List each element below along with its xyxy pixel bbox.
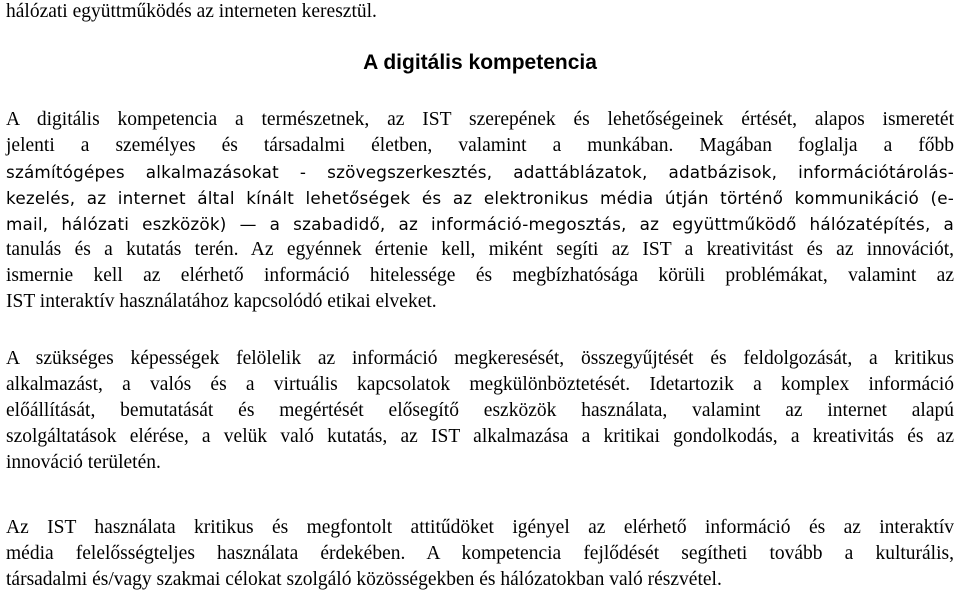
paragraph-line: IST interaktív használatához kapcsolódó etikai elveket.	[6, 291, 437, 312]
paragraph-line: tanulás és a kutatás terén. Az egyénnek értenie kell, miként segíti az IST a kreativitást és az innovációt,	[6, 239, 954, 260]
paragraph-line: mail, hálózati eszközök) — a szabadidő, az információ-megosztás, az együttműködő hálózatépítés, a	[6, 214, 954, 234]
paragraph-line: média felelősségteljes használata érdekében. A kompetencia fejlődését segítheti tovább a kulturális,	[6, 543, 954, 564]
paragraph-line: jelenti a személyes és társadalmi életben, valamint a munkában. Magában foglalja a főbb	[6, 135, 954, 156]
paragraph-line: alkalmazást, a valós és a virtuális kapcsolatok megkülönböztetését. Idetartozik a komplex információ	[6, 374, 954, 395]
intro-line: hálózati együttműködés az interneten keresztül.	[6, 1, 377, 22]
paragraph-line: A digitális kompetencia a természetnek, az IST szerepének és lehetőségeinek értését, alapos ismeretét	[6, 109, 954, 130]
paragraph-line: előállítását, bemutatását és megértését elősegítő eszközök használata, valamint az internet alapú	[6, 400, 954, 421]
paragraph-line: A szükséges képességek felölelik az információ megkeresését, összegyűjtését és feldolgozását, a kritikus	[6, 348, 954, 369]
paragraph-line: Az IST használata kritikus és megfontolt attitűdöket igényel az elérhető információ és az interaktív	[6, 517, 954, 538]
paragraph-line: szolgáltatások elérése, a velük való kutatás, az IST alkalmazása a kritikai gondolkodás, a kreativitás és az	[6, 426, 954, 447]
paragraph-line: számítógépes alkalmazásokat - szövegszerkesztés, adattáblázatok, adatbázisok, információtárolás-	[6, 162, 954, 182]
paragraph-line: innováció területén.	[6, 452, 161, 473]
paragraph-line: kezelés, az internet által kínált lehetőségek és az elektronikus média útján történő kommunikáció (e-	[6, 188, 954, 208]
paragraph-line: ismernie kell az elérhető információ hitelessége és megbízhatósága körüli problémákat, valamint az	[6, 265, 954, 286]
paragraph-line: társadalmi és/vagy szakmai célokat szolgáló közösségekben és hálózatokban való részvétel.	[6, 569, 722, 590]
section-heading: A digitális kompetencia	[363, 51, 597, 74]
